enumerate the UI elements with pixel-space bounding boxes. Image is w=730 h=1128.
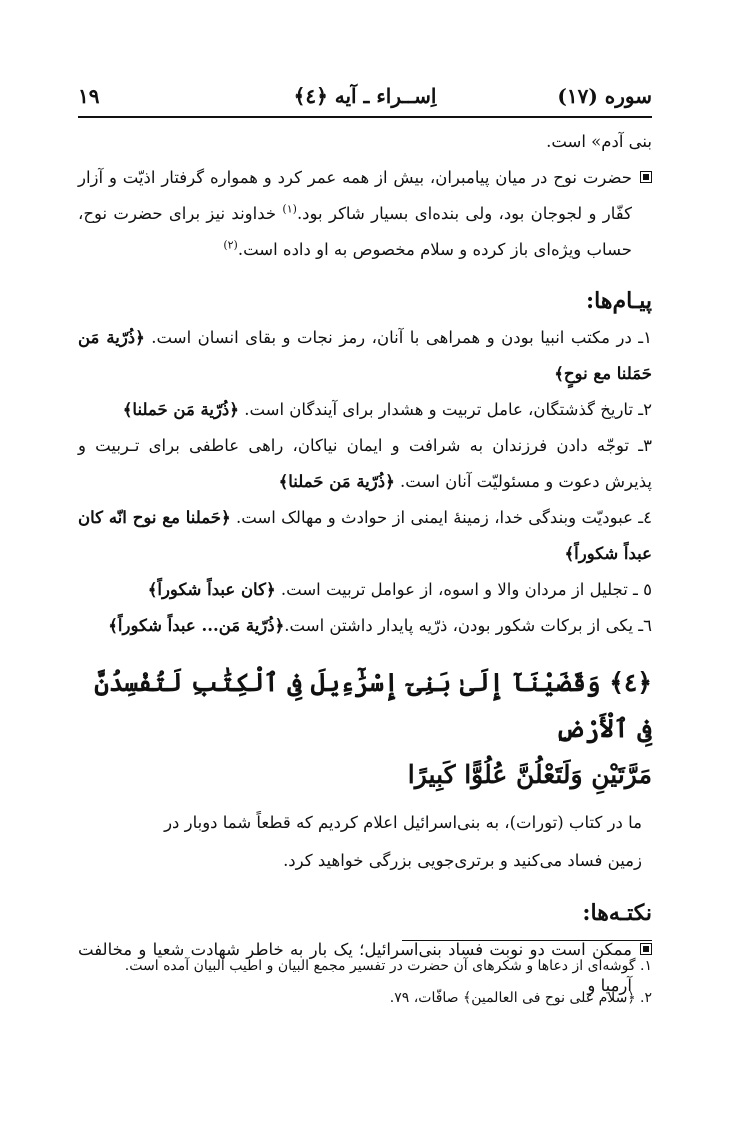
messages-heading: پیـام‌ها: (586, 288, 652, 314)
page-body (78, 124, 652, 1004)
intro-paragraph (78, 160, 652, 268)
notes-heading: نکتـه‌ها: (582, 900, 652, 926)
messages-list (78, 320, 652, 644)
page-header (78, 84, 652, 114)
translation-line-2: زمین فساد می‌کنید و برتری‌جویی بزرگی خواهید کرد. (283, 851, 642, 870)
bullet-square-icon (640, 171, 652, 183)
footnotes (78, 950, 652, 1014)
message-text-5: ٥ ـ تجلیل از مردان والا و اسوه، از عوامل تربیت است. (275, 580, 652, 599)
intro-text-b: خداوند نیز برای حضرت نوح، حساب ویژه‌ای باز کرده و سلام مخصوص به او داده است. (78, 204, 632, 259)
message-text-1: ۱ـ در مکتب انبیا بودن و همراهی با آنان، رمز نجات و بقای انسان است. (144, 328, 652, 347)
message-quote-4: ﴿حَملنا مع نوح انّه کان عبداً شکوراً﴾ (78, 508, 652, 563)
surah-label: سوره (۱۷) (557, 84, 652, 108)
verse-line-2: مَرَّتَيْنِ وَلَتَعْلُنَّ عُلُوًّا كَبِيرًا (407, 760, 652, 789)
running-title: اِســراء ـ آیه ﴿٤﴾ (293, 84, 437, 108)
message-quote-2: ﴿ذُرّیة مَن حَملنا﴾ (122, 400, 239, 419)
footnote-1: ۱. گوشه‌ای از دعاها و شکرهای آن حضرت در تفسیر مجمع البیان و اطیب البیان آمده است. (124, 958, 652, 974)
intro-text-a: حضرت نوح در میان پیامبران، بیش از همه عمر کرد و همواره گرفتار اذیّت و آزار کفّار و لجوجان بود، ولی بنده‌ای بسیار شاکر بود. (78, 168, 633, 223)
footnote-ref-1: (۱) (282, 202, 297, 216)
message-quote-1: ﴿ذُرّیة مَن حَمَلنا مع نوحٍ﴾ (78, 328, 652, 383)
footnote-divider (402, 940, 652, 941)
message-quote-6: ﴿ذُرّیة مَن... عبداً شکوراً﴾ (108, 616, 285, 635)
translation-line-1: ما در کتاب (تورات)، به بنی‌اسرائیل اعلام کردیم که قطعاً شما دوبار در (164, 813, 642, 832)
verse-line-1: ﴿٤﴾ وَقَضَيْنَآ إِلَىٰ بَنِىٓ إِسْرَٰٓءِيلَ فِى ٱلْكِتَٰبِ لَتُفْسِدُنَّ فِى ٱلْأَرْضِ (94, 668, 652, 743)
list-item (78, 572, 652, 608)
intro-line: بنی آدم» است. (546, 132, 652, 151)
list-item (78, 608, 652, 644)
list-item (78, 392, 652, 428)
list-item (78, 428, 652, 500)
list-item (78, 320, 652, 392)
list-item (78, 500, 652, 572)
footnote-ref-2: (۲) (223, 238, 238, 252)
verse-translation (78, 804, 652, 880)
header-divider (78, 116, 652, 118)
notes-text: ممکن است دو نوبت فساد بنی‌اسرائیل؛ یک بار به خاطر شهادت شعیا و مخالفت آرمیا و (78, 940, 632, 995)
quran-verse (78, 660, 652, 798)
message-text-3: ۳ـ توجّه دادن فرزندان به شرافت و ایمان نیاکان، راهی عاطفی برای تـربیت و پذیرش دعوت و مسئولیّت آنان است. (78, 436, 652, 491)
message-text-4: ٤ـ عبودیّت وبندگی خدا، زمینهٔ ایمنی از حوادث و مهالک است. (230, 508, 652, 527)
footnote-2: ۲. ﴿سلام علی نوح فی العالمین﴾ صافّات، ۷۹. (389, 990, 652, 1006)
page-number: ۱۹ (78, 84, 100, 108)
message-quote-5: ﴿کان عبداً شکوراً﴾ (147, 580, 276, 599)
message-quote-3: ﴿ذُرّیة مَن حَملنا﴾ (278, 472, 395, 491)
message-text-2: ۲ـ تاریخ گذشتگان، عامل تربیت و هشدار برای آیندگان است. (238, 400, 652, 419)
message-text-6: ٦ـ یکی از برکات شکور بودن، ذرّیه پایدار داشتن است. (284, 616, 652, 635)
